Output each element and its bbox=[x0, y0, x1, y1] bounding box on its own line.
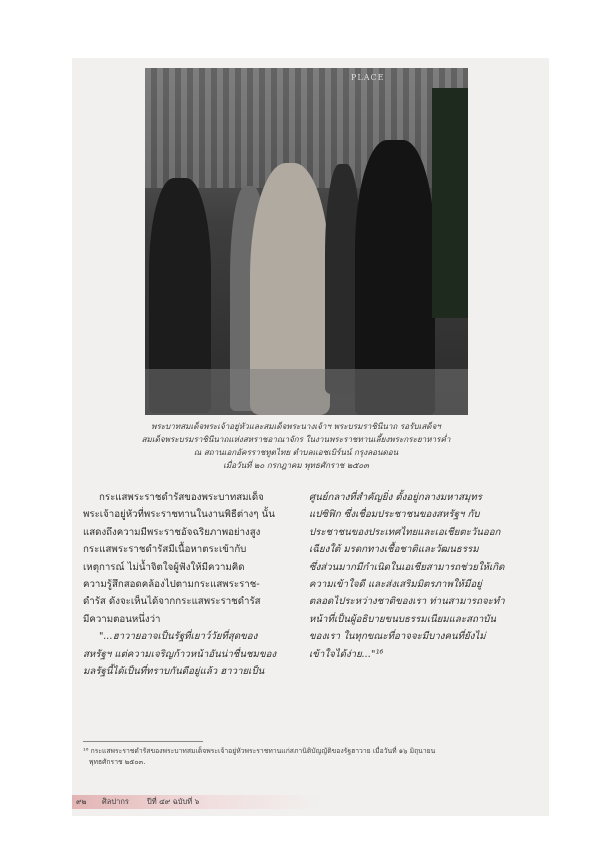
photo-sign-text: PLACE bbox=[351, 73, 385, 82]
caption-line: สมเด็จพระบรมราชินีนาถแห่งสหราชอาณาจักร ในงานพระราชทานเลี้ยงพระกระยาหารค่ำ bbox=[141, 434, 451, 444]
footnote-line: ¹⁶ กระแสพระราชดำรัสของพระบาทสมเด็จพระเจ้าอยู่หัวพระราชทานแก่สภานิติบัญญัติของรัฐฮาวาย เมื่อวันที่ ๑๖ มิถุนายน bbox=[83, 747, 436, 755]
quote-line: เฉียงใต้ มรดกทางเชื้อชาติและวัฒนธรรม bbox=[309, 544, 479, 556]
quote-line: แปซิฟิก ซึ่งเชื่อมประชาชนของสหรัฐฯ กับ bbox=[309, 509, 480, 521]
quote-line: มลรัฐนี้ได้เป็นที่ทราบกันดีอยู่แล้ว ฮาวายเป็น bbox=[83, 666, 265, 678]
photo-caption bbox=[100, 420, 492, 472]
body-line: แสดงถึงความมีพระราชอัจฉริยภาพอย่างสูง bbox=[83, 526, 261, 538]
quote-line: ของเรา ในทุกขณะที่อาจจะมีบางคนที่ยังไม่ bbox=[309, 631, 486, 643]
page-footer bbox=[72, 795, 322, 809]
body-line: มีความตอนหนึ่งว่า bbox=[83, 613, 161, 625]
quote-line: หน้าที่เป็นผู้อธิบายขนบธรรมเนียมและสถาบัน bbox=[309, 613, 497, 625]
body-line: พระเจ้าอยู่หัวที่พระราชทานในงานพิธีต่างๆ นั้น bbox=[83, 509, 275, 521]
page-number: ๙๒ bbox=[76, 797, 87, 806]
body-line: ดำรัส ดังจะเห็นได้จากกระแสพระราชดำรัส bbox=[83, 596, 261, 608]
photo-floor bbox=[145, 369, 468, 415]
body-line: กระแสพระราชดำรัสของพระบาทสมเด็จ bbox=[99, 492, 264, 503]
quote-line: ประชาชนของประเทศไทยและเอเชียตะวันออก bbox=[309, 526, 501, 538]
quote-line: ความเข้าใจดี และส่งเสริมมิตรภาพให้มีอยู่ bbox=[309, 579, 482, 591]
caption-line: ณ สถานเอกอัครราชทูตไทย ตำบลแอชเบิร์นน์ กรุงลอนดอน bbox=[193, 447, 399, 457]
footnote-divider bbox=[83, 741, 203, 742]
quote-line: ศูนย์กลางที่สำคัญยิ่ง ตั้งอยู่กลางมหาสมุทร bbox=[309, 492, 482, 503]
historical-photograph bbox=[145, 68, 468, 415]
body-column-right bbox=[309, 489, 519, 663]
caption-line: พระบาทสมเด็จพระเจ้าอยู่หัวและสมเด็จพระนางเจ้าฯ พระบรมราชินีนาถ รอรับเสด็จฯ bbox=[151, 421, 441, 431]
caption-line: เมื่อวันที่ ๒๐ กรกฎาคม พุทธศักราช ๒๕๐๓ bbox=[223, 460, 369, 470]
footnote-line: พุทธศักราช ๒๕๐๓. bbox=[89, 758, 146, 766]
body-line: ความรู้สึกสอดคล้องไปตามกระแสพระราช- bbox=[83, 579, 260, 591]
body-line: กระแสพระราชดำรัสมีเนื้อหาตระเข้ากับ bbox=[83, 544, 247, 556]
quote-line: เข้าใจได้ง่าย..."¹⁶ bbox=[309, 648, 384, 660]
photo-plant bbox=[432, 88, 468, 318]
issue-info: ปีที่ ๔๙ ฉบับที่ ๖ bbox=[147, 797, 200, 806]
magazine-name: ศิลปากร bbox=[102, 797, 129, 806]
quote-line: สหรัฐฯ แต่ความเจริญก้าวหน้าอันน่าชื่นชมของ bbox=[83, 648, 277, 660]
quote-line: ตลอดไประหว่างชาติของเรา ท่านสามารถจะทำ bbox=[309, 596, 505, 608]
body-column-left bbox=[83, 489, 293, 680]
quote-line: ซึ่งส่วนมากมีกำเนิดในเอเชียสามารถช่วยให้เกิด bbox=[309, 561, 505, 573]
body-line: เหตุการณ์ ไม่น้ำจิตใจผู้ฟังให้มีความคิด bbox=[83, 561, 245, 573]
quote-line: "...ฮาวายอาจเป็นรัฐที่เยาว์วัยที่สุดของ bbox=[99, 631, 258, 643]
footnote bbox=[83, 746, 538, 768]
